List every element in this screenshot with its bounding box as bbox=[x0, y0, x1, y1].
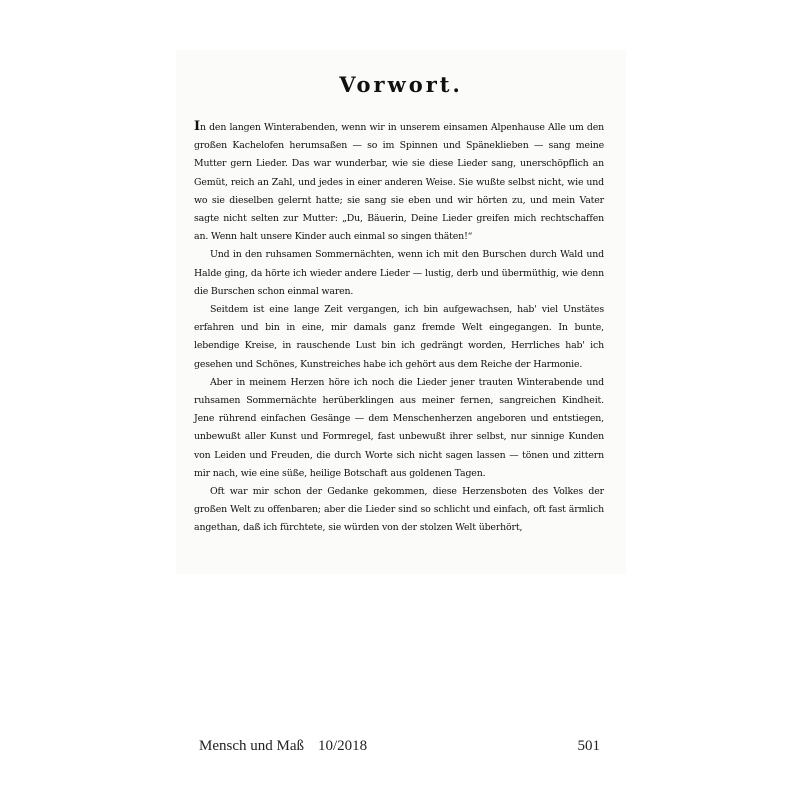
paragraph-2 bbox=[194, 246, 604, 301]
paragraph-text: Und in den ruhsamen Sommernächten, wenn ich mit den Burschen durch Wald und Halde ging, da hörte ich wieder andere Lieder — lustig, derb und übermüthig, wie denn die Burschen schon einmal waren. bbox=[194, 249, 604, 297]
paragraph-text: Seitdem ist eine lange Zeit vergangen, ich bin aufgewachsen, hab' viel Unstätes erfahren und bin in eine, mir damals ganz fremde Welt eingegangen. In bunte, lebendige Kreise, in rauschende Lust bin ich gedrängt worden, Herrliches hab' ich gesehen und Schönes, Kunstreiches habe ich gehört aus dem Reiche der Harmonie. bbox=[194, 304, 604, 370]
initial-letter: I bbox=[194, 119, 200, 134]
footer-page-number: 501 bbox=[577, 738, 600, 754]
page-heading: Vorwort. bbox=[339, 72, 463, 97]
paragraph-5 bbox=[194, 483, 604, 538]
paragraph-1 bbox=[194, 118, 604, 246]
paragraph-3 bbox=[194, 301, 604, 374]
scanned-page bbox=[176, 50, 626, 574]
paragraph-text: Aber in meinem Herzen höre ich noch die Lieder jener trauten Winterabende und ruhsamen Sommernächte herüberklingen aus meiner fernen, sangreichen Kindheit. Jene rührend einfachen Gesänge — dem Menschenherzen angeboren und entstiegen, unbewußt aller Kunst und Formregel, fast unbewußt ihrer selbst, nur sinnige Kunden von Leiden und Freuden, die durch Worte sich nicht sagen lassen — tönen und zittern mir nach, wie eine süße, heilige Botschaft aus goldenen Tagen. bbox=[194, 376, 604, 479]
footer-journal-name: Mensch und Maß bbox=[199, 738, 304, 754]
footer-issue: 10/2018 bbox=[318, 738, 368, 754]
paragraph-text: n den langen Winterabenden, wenn wir in unserem einsamen Alpenhause Alle um den großen Kachelofen herumsaßen — so im Spinnen und Späneklieben — sang meine Mutter gern Lieder. Das war wunderbar, wie sie diese Lieder sang, unerschöpflich an Gemüt, reich an Zahl, und jedes in einer anderen Weise. Sie wußte selbst nicht, wie und wo sie dieselben gelernt hatte; sie sang sie eben und wir hörten zu, und mein Vater sagte nicht selten zur Mutter: „Du, Bäuerin, Deine Lieder greifen mich rechtschaffen an. Wenn halt unsere Kinder auch einmal so singen thäten!“ bbox=[194, 122, 604, 243]
body-text bbox=[194, 118, 604, 538]
paragraph-4 bbox=[194, 374, 604, 483]
paragraph-text: Oft war mir schon der Gedanke gekommen, diese Herzensboten des Volkes der großen Welt zu offenbaren; aber die Lieder sind so schlicht und einfach, oft fast ärmlich angethan, daß ich fürchtete, sie würden von der stolzen Welt überhört, bbox=[194, 486, 604, 534]
